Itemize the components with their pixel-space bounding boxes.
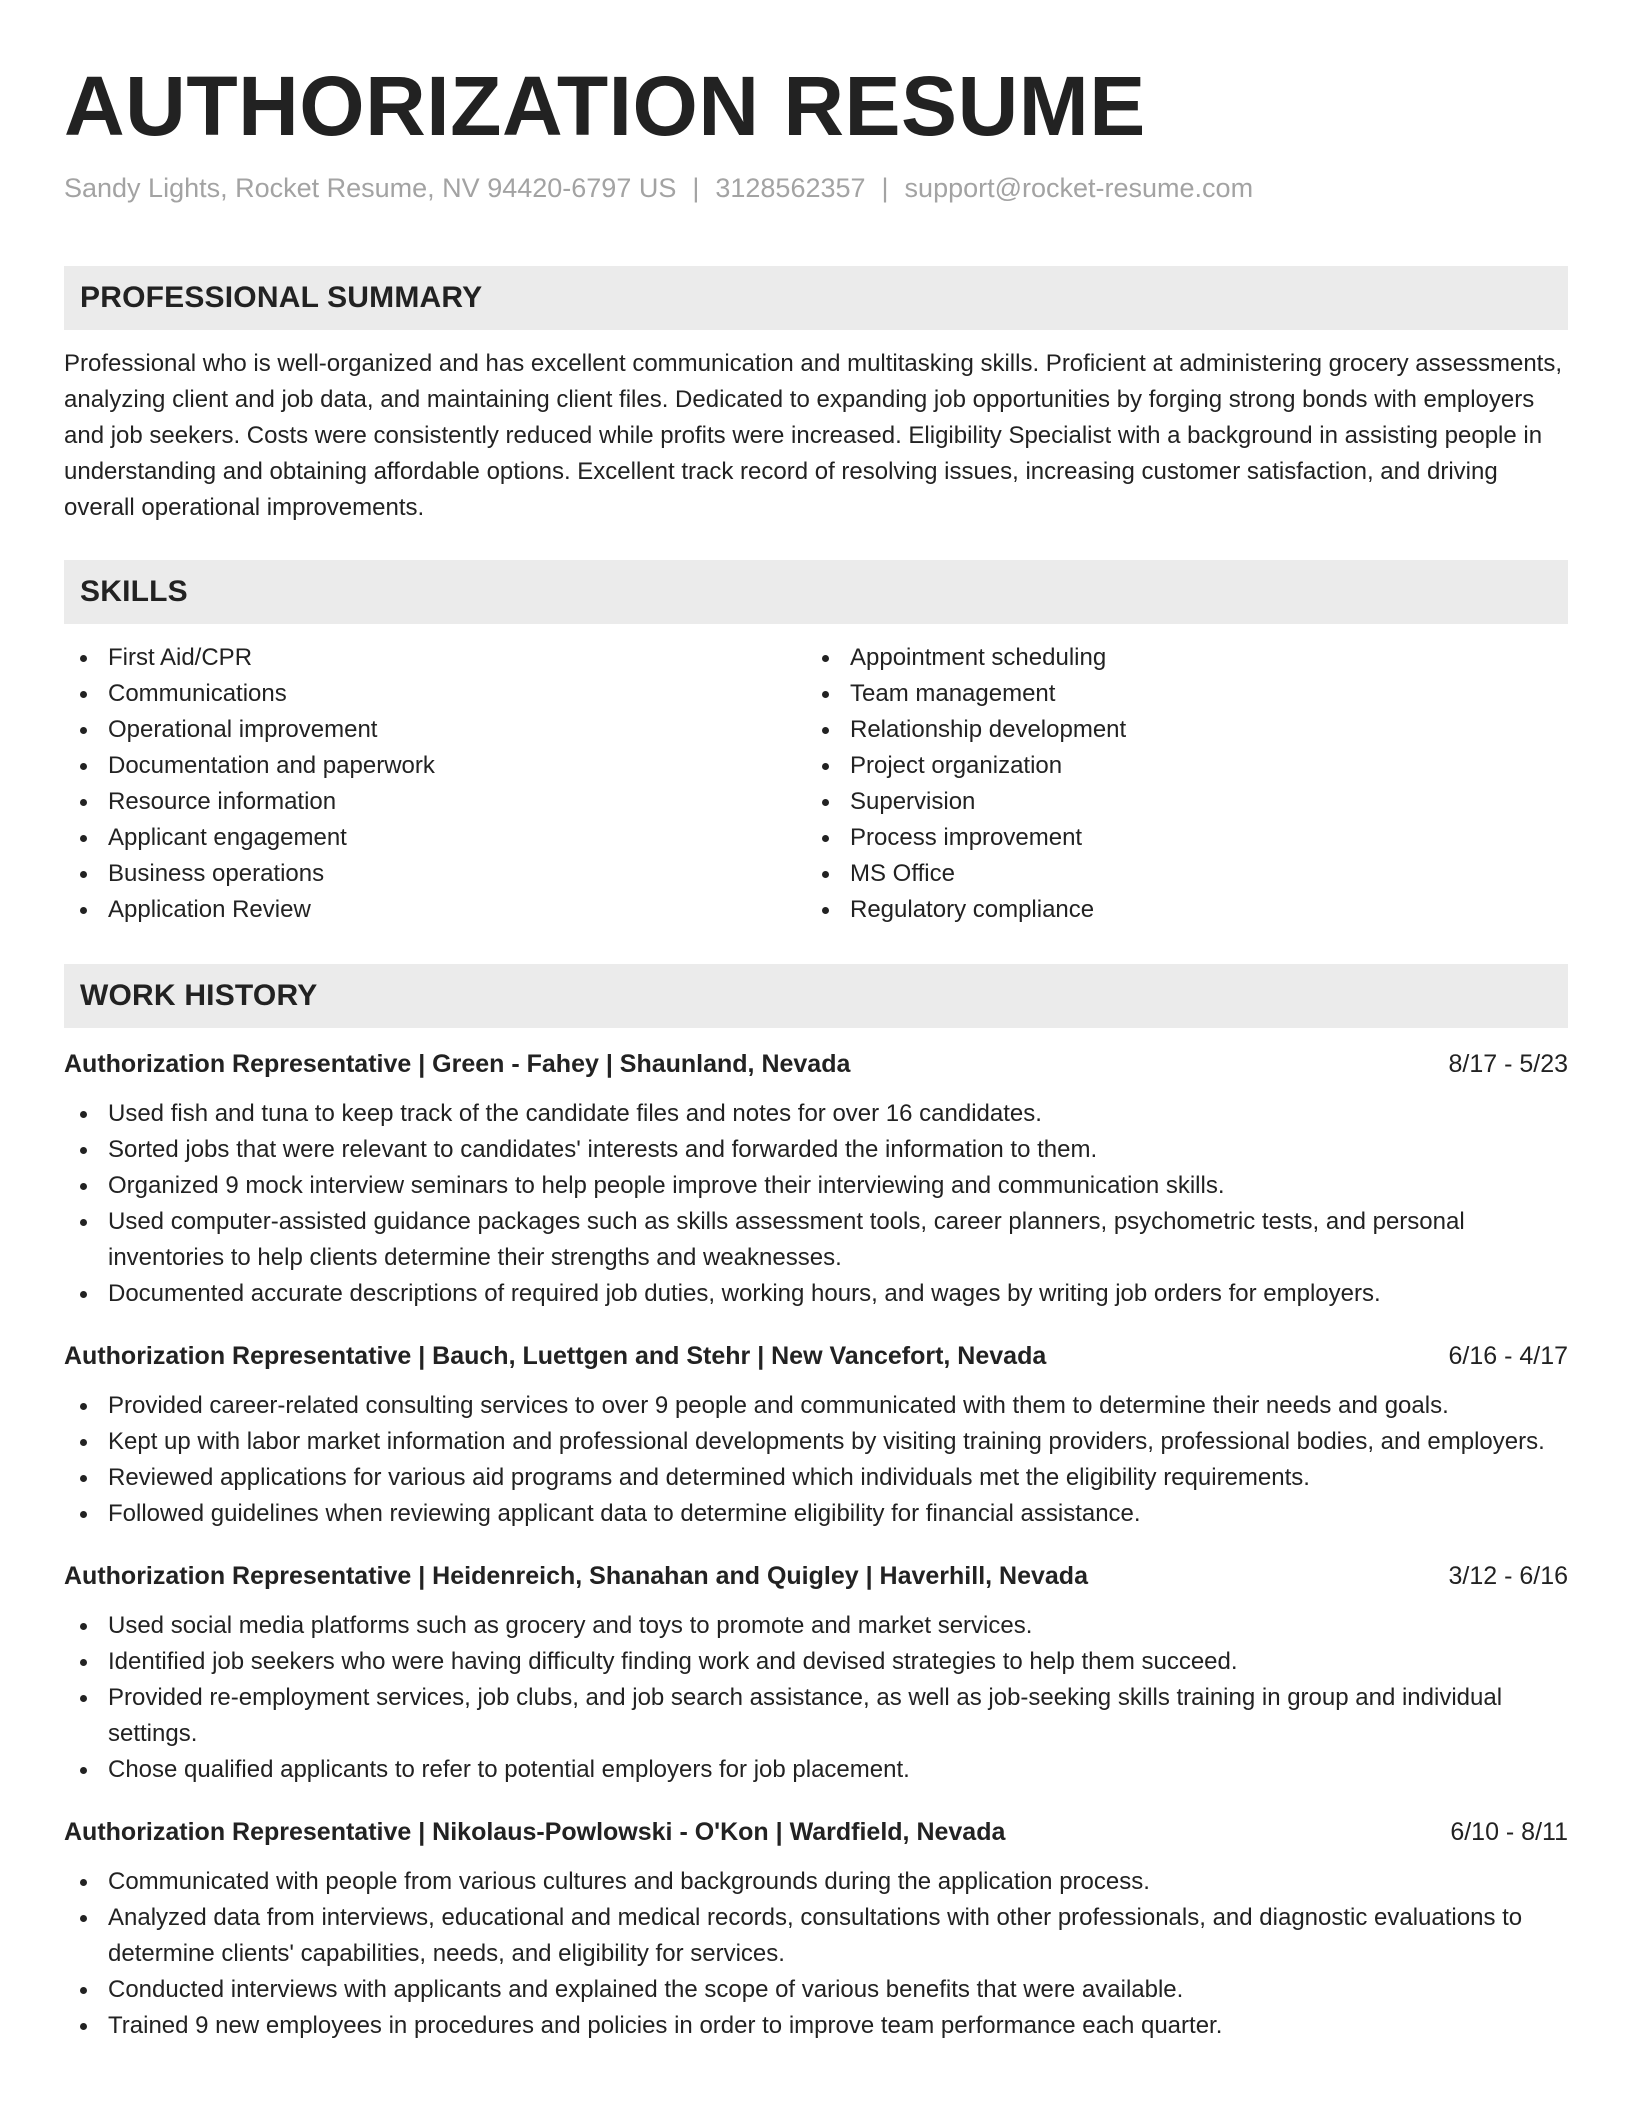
skill-item: Applicant engagement <box>64 820 806 856</box>
job-dates: 3/12 - 6/16 <box>1448 1562 1568 1590</box>
section-heading-skills: SKILLS <box>64 560 1568 624</box>
job-title: Authorization Representative | Heidenreich, Shanahan and Quigley | Haverhill, Nevada <box>64 1562 1088 1590</box>
skill-item: Team management <box>806 676 1548 712</box>
job-bullet: Used fish and tuna to keep track of the candidate files and notes for over 16 candidates. <box>64 1096 1568 1132</box>
job-bullet: Chose qualified applicants to refer to potential employers for job placement. <box>64 1752 1568 1788</box>
skill-item: Operational improvement <box>64 712 806 748</box>
job-header <box>64 1558 1568 1594</box>
job-header <box>64 1046 1568 1082</box>
skill-item: Process improvement <box>806 820 1548 856</box>
job-bullet: Followed guidelines when reviewing applicant data to determine eligibility for financial assistance. <box>64 1496 1568 1532</box>
job-title: Authorization Representative | Green - Fahey | Shaunland, Nevada <box>64 1050 851 1078</box>
summary-text: Professional who is well-organized and has excellent communication and multitasking skills. Proficient at administering grocery assessments, analyzing client and job data, and maintaining client files. Dedicated to expanding job opportunities by forging strong bonds with employers and job seekers. Costs were consistently reduced while profits were increased. Eligibility Specialist with a background in assisting people in understanding and obtaining affordable options. Excellent track record of resolving issues, increasing customer satisfaction, and driving overall operational improvements. <box>64 350 1563 521</box>
job-bullet: Sorted jobs that were relevant to candidates' interests and forwarded the information to them. <box>64 1132 1568 1168</box>
skill-item: Business operations <box>64 856 806 892</box>
contact-line <box>64 170 1568 206</box>
skill-item: Project organization <box>806 748 1548 784</box>
skill-item: Communications <box>64 676 806 712</box>
skills-list-right <box>806 640 1548 928</box>
skill-item: MS Office <box>806 856 1548 892</box>
job-bullet: Identified job seekers who were having difficulty finding work and devised strategies to help them succeed. <box>64 1644 1568 1680</box>
job-header <box>64 1814 1568 1850</box>
skill-item: Regulatory compliance <box>806 892 1548 928</box>
skills-grid <box>64 640 1568 928</box>
contact-email: support@rocket-resume.com <box>904 173 1254 203</box>
section-heading-work-history: WORK HISTORY <box>64 964 1568 1028</box>
job-bullets <box>64 1388 1568 1532</box>
job-bullets <box>64 1096 1568 1312</box>
skill-item: Relationship development <box>806 712 1548 748</box>
job-bullet: Organized 9 mock interview seminars to help people improve their interviewing and communication skills. <box>64 1168 1568 1204</box>
job-header <box>64 1338 1568 1374</box>
contact-phone: 3128562357 <box>715 173 866 203</box>
skill-item: First Aid/CPR <box>64 640 806 676</box>
section-heading-summary: PROFESSIONAL SUMMARY <box>64 266 1568 330</box>
job-entry <box>64 1814 1568 2044</box>
skill-item: Documentation and paperwork <box>64 748 806 784</box>
skill-item: Supervision <box>806 784 1548 820</box>
job-bullets <box>64 1608 1568 1788</box>
job-dates: 6/10 - 8/11 <box>1450 1818 1568 1846</box>
skill-item: Resource information <box>64 784 806 820</box>
skill-item: Application Review <box>64 892 806 928</box>
job-entry <box>64 1558 1568 1788</box>
skill-item: Appointment scheduling <box>806 640 1548 676</box>
job-bullet: Provided career-related consulting services to over 9 people and communicated with them to determine their needs and goals. <box>64 1388 1568 1424</box>
job-bullet: Communicated with people from various cultures and backgrounds during the application process. <box>64 1864 1568 1900</box>
job-bullet: Used computer-assisted guidance packages such as skills assessment tools, career planners, psychometric tests, and personal inventories to help clients determine their strengths and weaknesses. <box>64 1204 1568 1276</box>
resume-title: AUTHORIZATION RESUME <box>64 59 1146 153</box>
job-bullet: Analyzed data from interviews, educational and medical records, consultations with other professionals, and diagnostic evaluations to determine clients' capabilities, needs, and eligibility for services. <box>64 1900 1568 1972</box>
job-entry <box>64 1338 1568 1532</box>
contact-separator: | <box>692 173 700 203</box>
job-title: Authorization Representative | Bauch, Luettgen and Stehr | New Vancefort, Nevada <box>64 1342 1047 1370</box>
contact-address: Sandy Lights, Rocket Resume, NV 94420-6797 US <box>64 173 677 203</box>
job-bullet: Reviewed applications for various aid programs and determined which individuals met the eligibility requirements. <box>64 1460 1568 1496</box>
job-bullets <box>64 1864 1568 2044</box>
contact-separator: | <box>881 173 889 203</box>
skills-list-left <box>64 640 806 928</box>
job-bullet: Documented accurate descriptions of required job duties, working hours, and wages by writing job orders for employers. <box>64 1276 1568 1312</box>
job-bullet: Conducted interviews with applicants and explained the scope of various benefits that were available. <box>64 1972 1568 2008</box>
job-dates: 6/16 - 4/17 <box>1448 1342 1568 1370</box>
job-bullet: Kept up with labor market information and professional developments by visiting training providers, professional bodies, and employers. <box>64 1424 1568 1460</box>
job-entry <box>64 1046 1568 1312</box>
job-title: Authorization Representative | Nikolaus-Powlowski - O'Kon | Wardfield, Nevada <box>64 1818 1006 1846</box>
job-dates: 8/17 - 5/23 <box>1448 1050 1568 1078</box>
job-bullet: Provided re-employment services, job clubs, and job search assistance, as well as job-seeking skills training in group and individual settings. <box>64 1680 1568 1752</box>
job-bullet: Trained 9 new employees in procedures and policies in order to improve team performance each quarter. <box>64 2008 1568 2044</box>
job-bullet: Used social media platforms such as grocery and toys to promote and market services. <box>64 1608 1568 1644</box>
